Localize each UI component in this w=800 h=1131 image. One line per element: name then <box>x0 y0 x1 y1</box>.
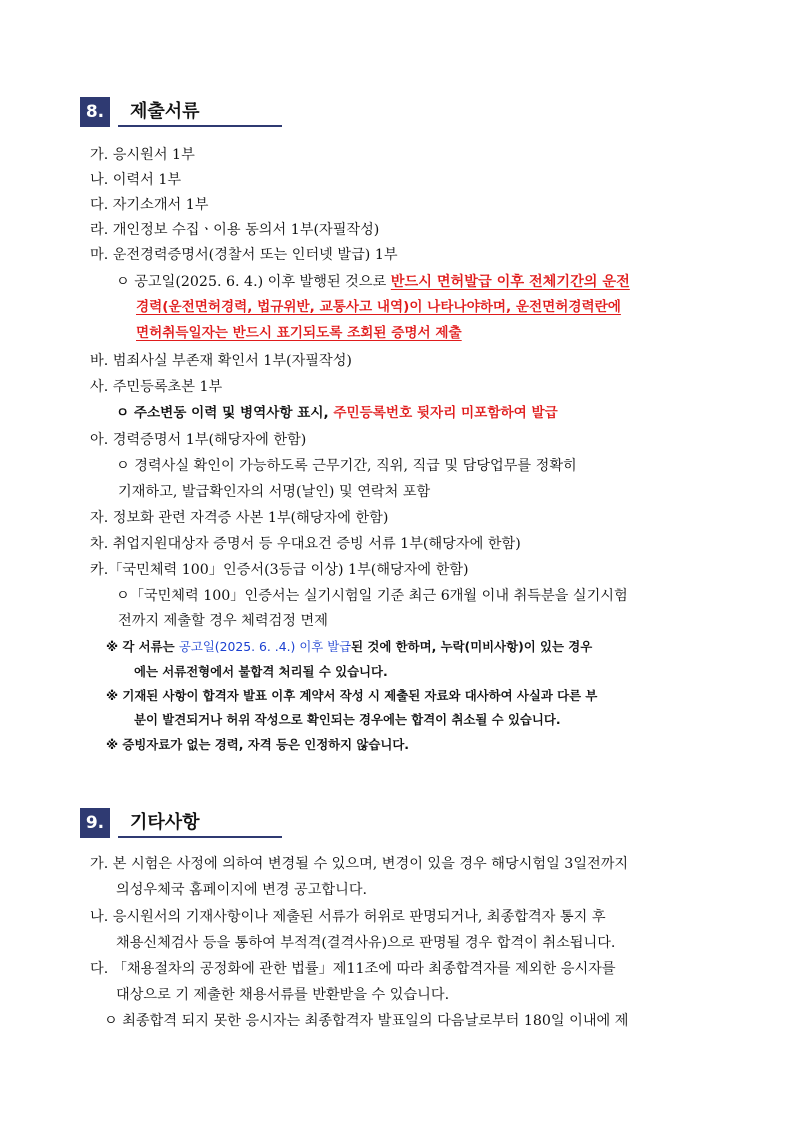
item-9-ga: 가. 본 시험은 사정에 의하여 변경될 수 있으며, 변경이 있을 경우 해당시험일 3일전까지 <box>90 856 629 872</box>
item-9-da-sub: ㅇ 최종합격 되지 못한 응시자는 최종합격자 발표일의 다음날로부터 180일 이내에 제 <box>104 1013 629 1029</box>
note-1-emphasis: 공고일(2025. 6. .4.) 이후 발급 <box>178 639 352 654</box>
item-ma-sub-3: 면허취득일자는 반드시 표기되도록 조회된 증명서 제출 <box>136 325 462 341</box>
section-title: 제출서류 <box>130 101 200 122</box>
item-sa-sub <box>116 401 558 425</box>
item-ma-sub-2: 경력(운전면허경력, 법규위반, 교통사고 내역)이 나타나야하며, 운전면허경력란에 <box>136 299 621 315</box>
note-2: ※ 기재된 사항이 합격자 발표 이후 계약서 작성 시 제출된 자료와 대사하여 사실과 다른 부 <box>106 688 598 703</box>
item-ga: 가. 응시원서 1부 <box>90 147 195 163</box>
item-a-sub-2: 기재하고, 발급확인자의 서명(날인) 및 연락처 포함 <box>118 484 431 500</box>
item-na: 나. 이력서 1부 <box>90 172 182 188</box>
note-1-text: ※ 각 서류는 <box>106 639 179 654</box>
item-ja: 자. 정보화 관련 자격증 사본 1부(해당자에 한함) <box>90 510 389 526</box>
item-da: 다. 자기소개서 1부 <box>90 197 209 213</box>
note-1 <box>106 635 592 659</box>
item-ka: 카.「국민체력 100」인증서(3등급 이상) 1부(해당자에 한함) <box>90 562 469 578</box>
item-ma-sub-1-emphasis: 반드시 면허발급 이후 전체기간의 운전 <box>390 274 630 290</box>
item-ma-sub-1 <box>116 270 630 294</box>
note-3: ※ 증빙자료가 없는 경력, 자격 등은 인정하지 않습니다. <box>106 737 410 752</box>
item-ka-sub-1: ㅇ「국민체력 100」인증서는 실기시험일 기준 최근 6개월 이내 취득분을 실기시험 <box>116 588 628 604</box>
item-ma-sub-1-text: ㅇ 공고일(2025. 6. 4.) 이후 발행된 것으로 <box>116 274 391 290</box>
section-8-header <box>80 97 282 127</box>
section-number: 9. <box>80 808 110 838</box>
item-9-ga-continued: 의성우체국 홈페이지에 변경 공고합니다. <box>116 882 368 898</box>
item-a: 아. 경력증명서 1부(해당자에 한함) <box>90 432 307 448</box>
item-9-na-continued: 채용신체검사 등을 통하여 부적격(결격사유)으로 판명될 경우 합격이 취소됩니다. <box>116 935 616 951</box>
item-cha: 차. 취업지원대상자 증명서 등 우대요건 증빙 서류 1부(해당자에 한함) <box>90 536 521 552</box>
section-underline <box>118 125 282 127</box>
note-1-text-end: 된 것에 한하며, 누락(미비사항)이 있는 경우 <box>351 639 593 654</box>
section-number: 8. <box>80 97 110 127</box>
item-ba: 바. 범죄사실 부존재 확인서 1부(자필작성) <box>90 353 352 369</box>
section-underline <box>118 836 282 838</box>
item-sa: 사. 주민등록초본 1부 <box>90 379 223 395</box>
item-ma: 마. 운전경력증명서(경찰서 또는 인터넷 발급) 1부 <box>90 247 398 263</box>
note-1-continued: 에는 서류전형에서 불합격 처리될 수 있습니다. <box>134 664 388 679</box>
item-9-na: 나. 응시원서의 기재사항이나 제출된 서류가 허위로 판명되거나, 최종합격자 통지 후 <box>90 909 606 925</box>
item-a-sub-1: ㅇ 경력사실 확인이 가능하도록 근무기간, 직위, 직급 및 담당업무를 정확히 <box>116 458 577 474</box>
section-title: 기타사항 <box>130 812 200 833</box>
section-9-header <box>80 808 282 838</box>
item-sa-sub-emphasis: 주민등록번호 뒷자리 미포함하여 발급 <box>333 405 558 421</box>
item-ra: 라. 개인정보 수집ㆍ이용 동의서 1부(자필작성) <box>90 222 380 238</box>
note-2-continued: 분이 발견되거나 허위 작성으로 확인되는 경우에는 합격이 취소될 수 있습니다. <box>134 712 561 727</box>
item-9-da-continued: 대상으로 기 제출한 채용서류를 반환받을 수 있습니다. <box>116 987 450 1003</box>
item-9-da: 다. 「채용절차의 공정화에 관한 법률」제11조에 따라 최종합격자를 제외한 응시자를 <box>90 961 616 977</box>
item-sa-sub-text: ㅇ 주소변동 이력 및 병역사항 표시, <box>116 405 334 421</box>
item-ka-sub-2: 전까지 제출할 경우 체력검정 면제 <box>118 613 328 629</box>
